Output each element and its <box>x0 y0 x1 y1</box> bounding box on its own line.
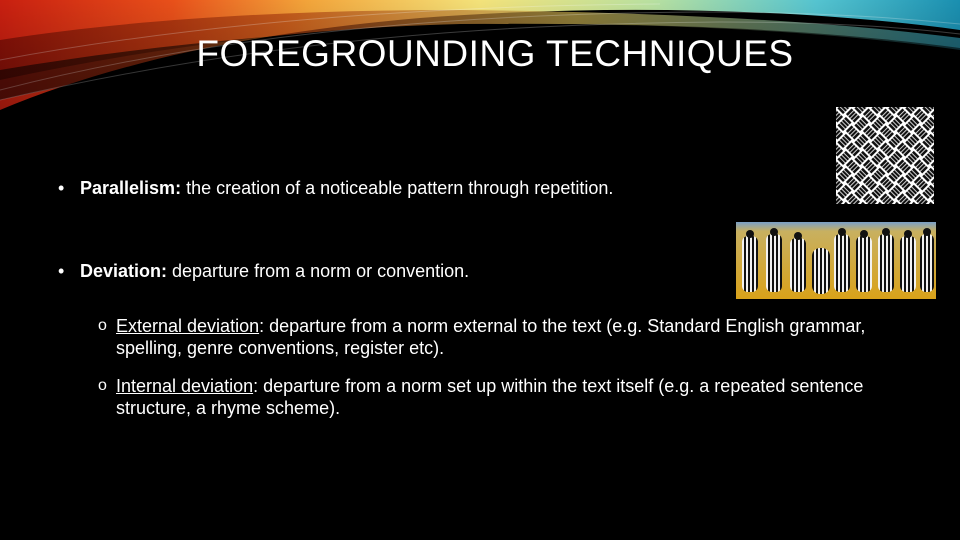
woven-pattern-image <box>836 107 934 204</box>
subbullet-internal-deviation <box>98 375 878 419</box>
subbullet-text: : departure from a norm external to the text (e.g. Standard English grammar, spelling, genre conventions, register etc). <box>116 316 866 358</box>
subbullet-term: External deviation <box>116 316 260 336</box>
subbullet-text: : departure from a norm set up within the text itself (e.g. a repeated sentence structure, a rhyme scheme). <box>116 376 864 418</box>
bullet-marker: • <box>58 178 65 198</box>
subbullet-marker: o <box>98 317 107 334</box>
bullet-marker: • <box>58 261 65 281</box>
bullet-parallelism <box>58 178 613 199</box>
bullet-text: the creation of a noticeable pattern through repetition. <box>181 178 614 198</box>
bullet-term: Deviation: <box>80 261 168 281</box>
subbullet-marker: o <box>98 377 107 394</box>
bullet-text: departure from a norm or convention. <box>167 261 470 281</box>
zebras-photo <box>736 222 936 299</box>
subbullet-external-deviation <box>98 315 878 359</box>
subbullet-term: Internal deviation <box>116 376 254 396</box>
slide-title: FOREGROUNDING TECHNIQUES <box>196 33 794 74</box>
bullet-term: Parallelism: <box>80 178 182 198</box>
bullet-deviation <box>58 261 469 282</box>
